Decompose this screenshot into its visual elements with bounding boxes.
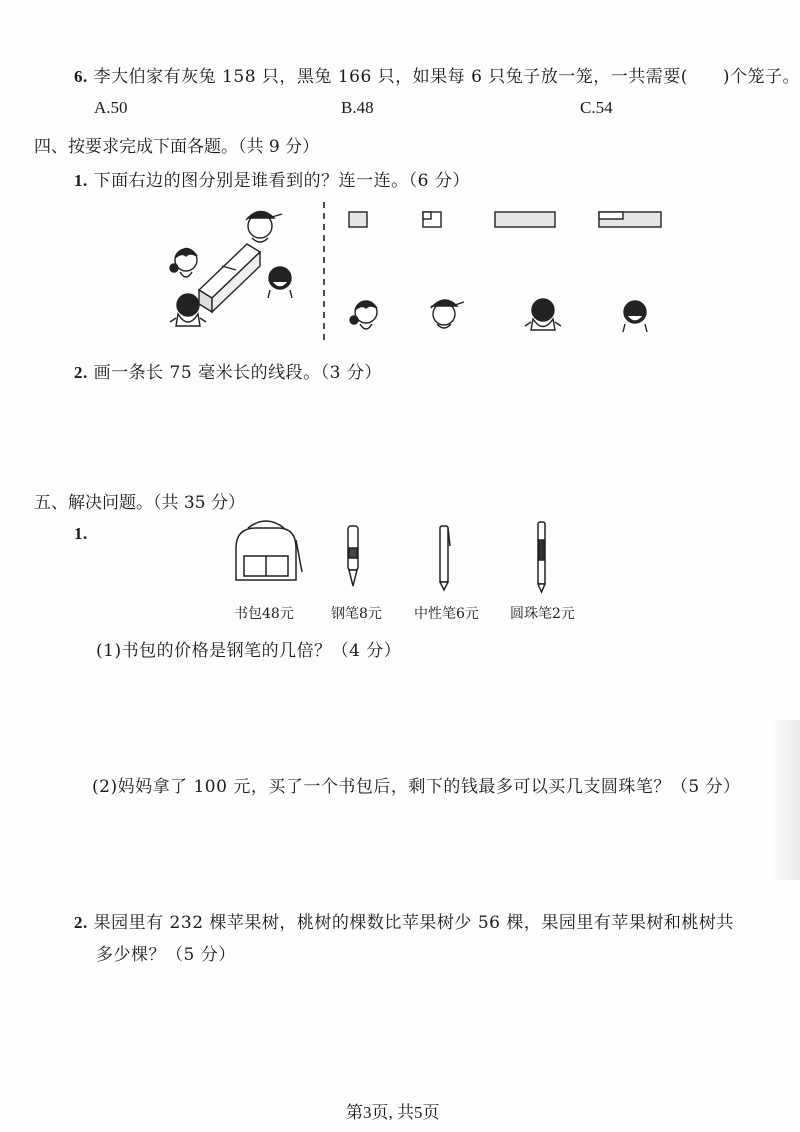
view-small-square (349, 212, 367, 227)
page-edge-shadow (772, 720, 800, 880)
question-number: 1. (74, 171, 88, 190)
section-5-question-2-line-2: 多少棵？（5 分） (96, 945, 236, 965)
child-back-icon-2 (525, 299, 561, 330)
page-number: 第3页, 共5页 (346, 1103, 440, 1122)
section-5-title: 五、解决问题。（共 35 分） (34, 493, 245, 513)
option-c[interactable]: C.54 (580, 98, 613, 117)
question-number: 2. (74, 363, 88, 382)
child-cap-icon-2 (431, 300, 464, 328)
question-text: 画一条长 75 毫米长的线段。（3 分） (93, 363, 382, 383)
fountain-pen-icon (348, 526, 358, 586)
section-5-question-2-line-1 (74, 908, 734, 933)
schoolbag-icon (236, 521, 302, 580)
child-girl-icon (170, 248, 197, 277)
gel-pen-icon (440, 526, 450, 590)
section-4-question-2 (74, 358, 382, 383)
question-text: 李大伯家有灰兔 158 只，黑兔 166 只，如果每 6 只兔子放一笼，一共需要( )个笼子。 (93, 67, 800, 87)
question-number: 6. (74, 67, 88, 86)
child-girl-icon-2 (350, 301, 377, 329)
price-label-schoolbag: 书包48元 (234, 606, 294, 622)
cuboid-block (199, 244, 260, 312)
question-number: 2. (74, 913, 88, 932)
view-square-with-corner (423, 212, 441, 227)
sub-question-2: (2)妈妈拿了 100 元，买了一个书包后，剩下的钱最多可以买几支圆珠笔？（5 分） (92, 777, 741, 797)
child-boy-right-icon-2 (623, 301, 647, 332)
view-long-rectangle-with-step (599, 212, 661, 227)
child-boy-right-icon (268, 267, 292, 298)
question-text: 果园里有 232 棵苹果树，桃树的棵数比苹果树少 56 棵，果园里有苹果树和桃树共 (93, 913, 734, 933)
option-a[interactable]: A.50 (94, 98, 128, 117)
price-label-fountain-pen: 钢笔8元 (331, 606, 382, 622)
price-label-ballpoint-pen: 圆珠笔2元 (510, 606, 575, 622)
price-label-gel-pen: 中性笔6元 (414, 606, 479, 622)
view-long-rectangle (495, 212, 555, 227)
question-number: 1. (74, 524, 88, 543)
child-cap-icon (246, 211, 282, 242)
section-4-title: 四、按要求完成下面各题。（共 9 分） (34, 137, 320, 157)
sub-question-1: (1)书包的价格是钢笔的几倍？（4 分） (96, 641, 402, 661)
question-text: 下面右边的图分别是谁看到的？连一连。（6 分） (93, 171, 470, 191)
ballpoint-pen-icon (538, 522, 545, 592)
option-b[interactable]: B.48 (341, 98, 374, 117)
